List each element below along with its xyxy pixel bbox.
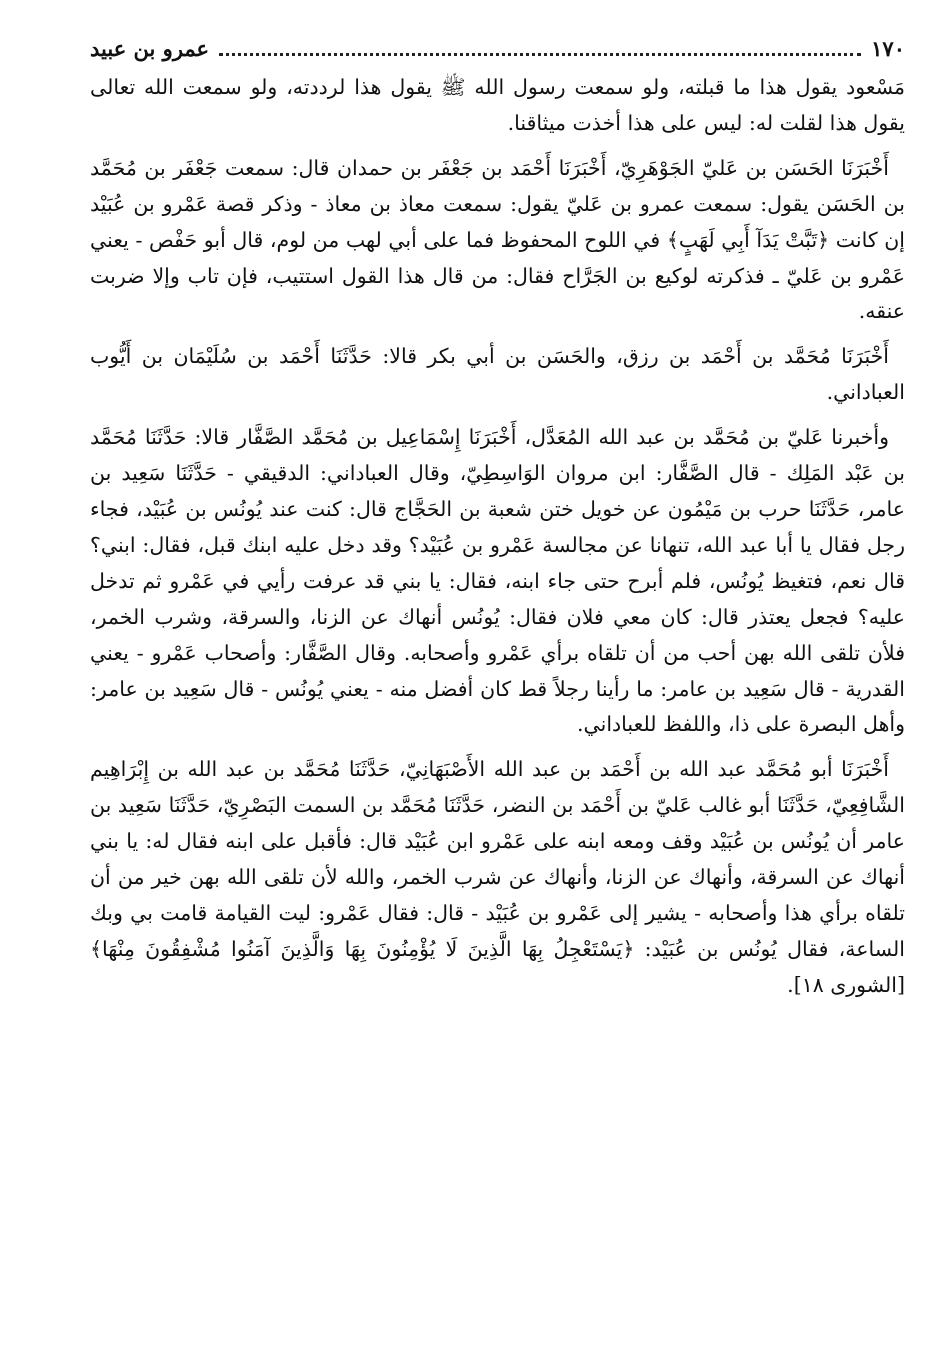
page-number: ١٧٠ — [871, 35, 905, 61]
book-page — [90, 28, 905, 1013]
paragraph: أَخْبَرَنَا الحَسَن بن عَليّ الجَوْهَرِيّ، أَخْبَرَنَا أَحْمَد بن جَعْفَر بن حمدان قال: سمعت جَعْفَر بن مُحَمَّد بن الحَسَن يقول: سمعت عمرو بن عَليّ يقول: سمعت معاذ بن معاذ - وذكر قصة عَمْرو بن عُبَيْد إن كانت ﴿تَبَّتْ يَدَآ أَبِي لَهَبٍ﴾ في اللوح المحفوظ فما على أبي لهب من لوم، قال أبو حَفْص - يعني عَمْرو بن عَليّ ـ فذكرته لوكيع بن الجَرَّاح فقال: من قال هذا القول استتيب، فإن تاب وإلا ضربت عنقه. — [90, 155, 905, 324]
paragraph: أَخْبَرَنَا أبو مُحَمَّد عبد الله بن أَحْمَد بن عبد الله الأَصْبَهَانِيّ، حَدَّثَنَا مُحَمَّد بن عبد الله بن إِبْرَاهِيم الشَّافِعِيّ، حَدَّثَنَا أبو غالب عَليّ بن أَحْمَد بن النضر، حَدَّثَنَا مُحَمَّد بن السمت البَصْرِيّ، حَدَّثَنَا سَعِيد بن عامر أن يُونُس بن عُبَيْد وقف ومعه ابنه على عَمْرو ابن عُبَيْد قال: فأقبل على ابنه فقال له: يا بني أنهاك عن السرقة، وأنهاك عن الزنا، وأنهاك عن شرب الخمر، والله لأن تلقى الله بهن خير من أن تلقاه برأي هذا وأصحابه - يشير إلى عَمْرو بن عُبَيْد - قال: فقال عَمْرو: ليت القيامة قامت بي وبك الساعة، فقال يُونُس بن عُبَيْد: ﴿يَسْتَعْجِلُ بِهَا الَّذِينَ لَا يُؤْمِنُونَ بِهَا وَالَّذِينَ آمَنُوا مُشْفِقُونَ مِنْهَا﴾ [الشورى ١٨]. — [90, 757, 905, 997]
running-title: عمرو بن عبيد — [90, 35, 210, 61]
body-text — [90, 70, 905, 1004]
dotted-leader — [219, 41, 861, 56]
paragraph: مَسْعود يقول هذا ما قبلته، ولو سمعت رسول الله ﷺ يقول هذا لرددته، ولو سمعت الله تعالى يقول هذا لقلت له: ليس على هذا أخذت ميثاقنا. — [90, 75, 905, 135]
paragraph: أَخْبَرَنَا مُحَمَّد بن أَحْمَد بن رزق، والحَسَن بن أبي بكر قالا: حَدَّثَنَا أَحْمَد بن سُلَيْمَان بن أَيُّوب العباداني. — [90, 344, 905, 405]
page-header — [90, 28, 905, 68]
paragraph: وأخبرنا عَليّ بن مُحَمَّد بن عبد الله المُعَدَّل، أَخْبَرَنَا إِسْمَاعِيل بن مُحَمَّد الصَّفَّار قالا: حَدَّثَنَا مُحَمَّد بن عَبْد المَلِك - قال الصَّفَّار: ابن مروان الوَاسِطِيّ، وقال العباداني: الدقيقي - حَدَّثَنَا سَعِيد بن عامر، حَدَّثَنَا حرب بن مَيْمُون عن خويل ختن شعبة بن الحَجَّاج قال: كنت عند يُونُس بن عُبَيْد، فجاء رجل فقال يا أبا عبد الله، تنهانا عن مجالسة عَمْرو بن عُبَيْد؟ وقد دخل عليه ابنك قبل، فقال: ابني؟ قال نعم، فتغيظ يُونُس، فلم أبرح حتى جاء ابنه، فقال: يا بني قد عرفت رأيي في عَمْرو ثم تدخل عليه؟ فجعل يعتذر قال: كان معي فلان فقال: يُونُس أنهاك عن الزنا، والسرقة، وشرب الخمر، فلأن تلقى الله بهن أحب من أن تلقاه برأي عَمْرو وأصحابه. وقال الصَّفَّار: وأصحاب عَمْرو - يعني القدرية - قال سَعِيد بن عامر: ما رأينا رجلاً قط كان أفضل منه - يعني يُونُس - قال سَعِيد بن عامر: وأهل البصرة على ذا، واللفظ للعباداني. — [90, 425, 905, 737]
